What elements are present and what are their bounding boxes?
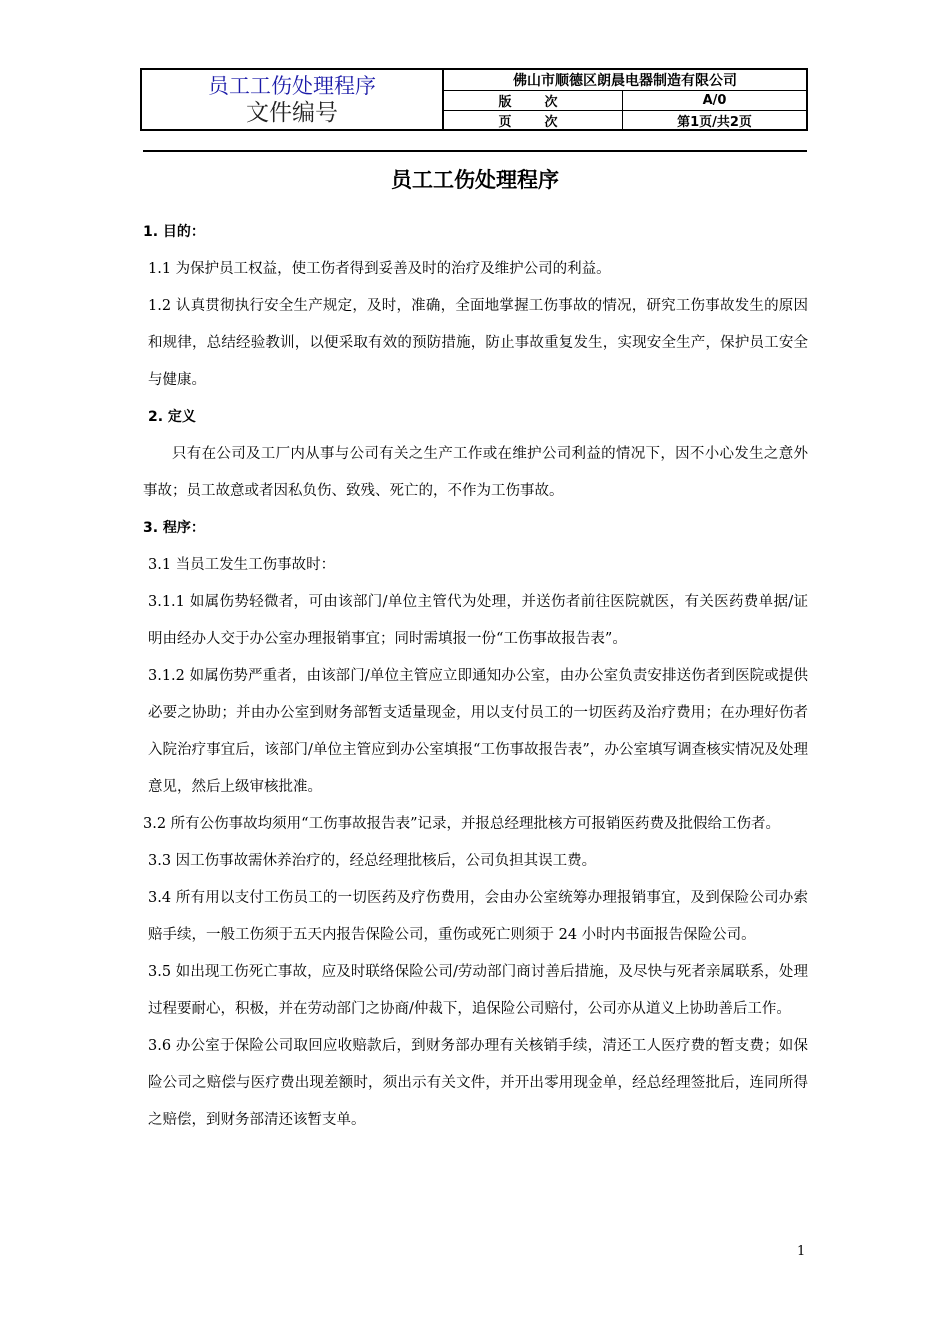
document-body	[143, 214, 808, 1139]
section-heading: 1. 目的：	[143, 224, 205, 240]
section-heading: 3. 程序：	[143, 520, 205, 536]
header-title: 员工工伤处理程序	[208, 73, 376, 98]
page-row	[444, 110, 806, 130]
paragraph: 3.1.2 如属伤势严重者，由该部门/单位主管应立即通知办公室，由办公室负责安排送伤者到医院或提供必要之协助；并由办公室到财务部暂支适量现金，用以支付员工的一切医药及治疗费用；在办理好伤者入院治疗事宜后，该部门/单位主管应到办公室填报“工伤事故报告表”，办公室填写调查核实情况及处理意见，然后上级审核批准。	[148, 668, 808, 795]
paragraph: 3.1.1 如属伤势轻微者，可由该部门/单位主管代为处理，并送伤者前往医院就医，有关医药费单据/证明由经办人交于办公室办理报销事宜；同时需填报一份“工伤事故报告表”。	[148, 594, 808, 647]
document-header-table	[140, 68, 808, 131]
page-value: 第1页/共2页	[677, 115, 752, 130]
page-label: 页 次	[444, 111, 623, 130]
header-title-cell	[142, 70, 444, 129]
doc-number-label: 文件编号	[246, 99, 338, 126]
version-row	[444, 91, 806, 110]
section-heading: 2. 定义	[148, 409, 196, 425]
paragraph: 3.6 办公室于保险公司取回应收赔款后，到财务部办理有关核销手续，清还工人医疗费的暂支费；如保险公司之赔偿与医疗费出现差额时，须出示有关文件，并开出零用现金单，经总经理签批后，连同所得之赔偿，到财务部清还该暂支单。	[148, 1038, 808, 1128]
paragraph: 只有在公司及工厂内从事与公司有关之生产工作或在维护公司利益的情况下，因不小心发生之意外事故；员工故意或者因私负伤、致残、死亡的，不作为工伤事故。	[143, 446, 808, 499]
version-label: 版 次	[444, 91, 623, 110]
version-value: A/0	[702, 93, 727, 108]
document-title: 员工工伤处理程序	[391, 168, 559, 192]
paragraph: 3.2 所有公伤事故均须用“工伤事故报告表”记录，并报总经理批核方可报销医药费及批假给工伤者。	[143, 816, 780, 832]
company-name: 佛山市顺德区朗晨电器制造有限公司	[444, 70, 806, 91]
paragraph: 3.3 因工伤事故需休养治疗的，经总经理批核后，公司负担其误工费。	[148, 853, 597, 869]
paragraph: 3.5 如出现工伤死亡事故，应及时联络保险公司/劳动部门商讨善后措施，及尽快与死者亲属联系，处理过程要耐心，积极，并在劳动部门之协商/仲裁下，追保险公司赔付，公司亦从道义上协助善后工作。	[148, 964, 808, 1017]
paragraph: 3.1 当员工发生工伤事故时：	[148, 557, 336, 573]
page-number: 1	[797, 1244, 806, 1259]
paragraph: 3.4 所有用以支付工伤员工的一切医药及疗伤费用，会由办公室统筹办理报销事宜，及到保险公司办索赔手续，一般工伤须于五天内报告保险公司，重伤或死亡则须于 24 小时内书面报告保险公司。	[148, 890, 808, 943]
header-info-cell	[444, 70, 806, 129]
header-divider	[143, 150, 807, 152]
paragraph: 1.1 为保护员工权益，使工伤者得到妥善及时的治疗及维护公司的利益。	[148, 261, 611, 277]
paragraph: 1.2 认真贯彻执行安全生产规定，及时，准确，全面地掌握工伤事故的情况，研究工伤事故发生的原因和规律，总结经验教训，以便采取有效的预防措施，防止事故重复发生，实现安全生产，保护员工安全与健康。	[148, 298, 808, 388]
